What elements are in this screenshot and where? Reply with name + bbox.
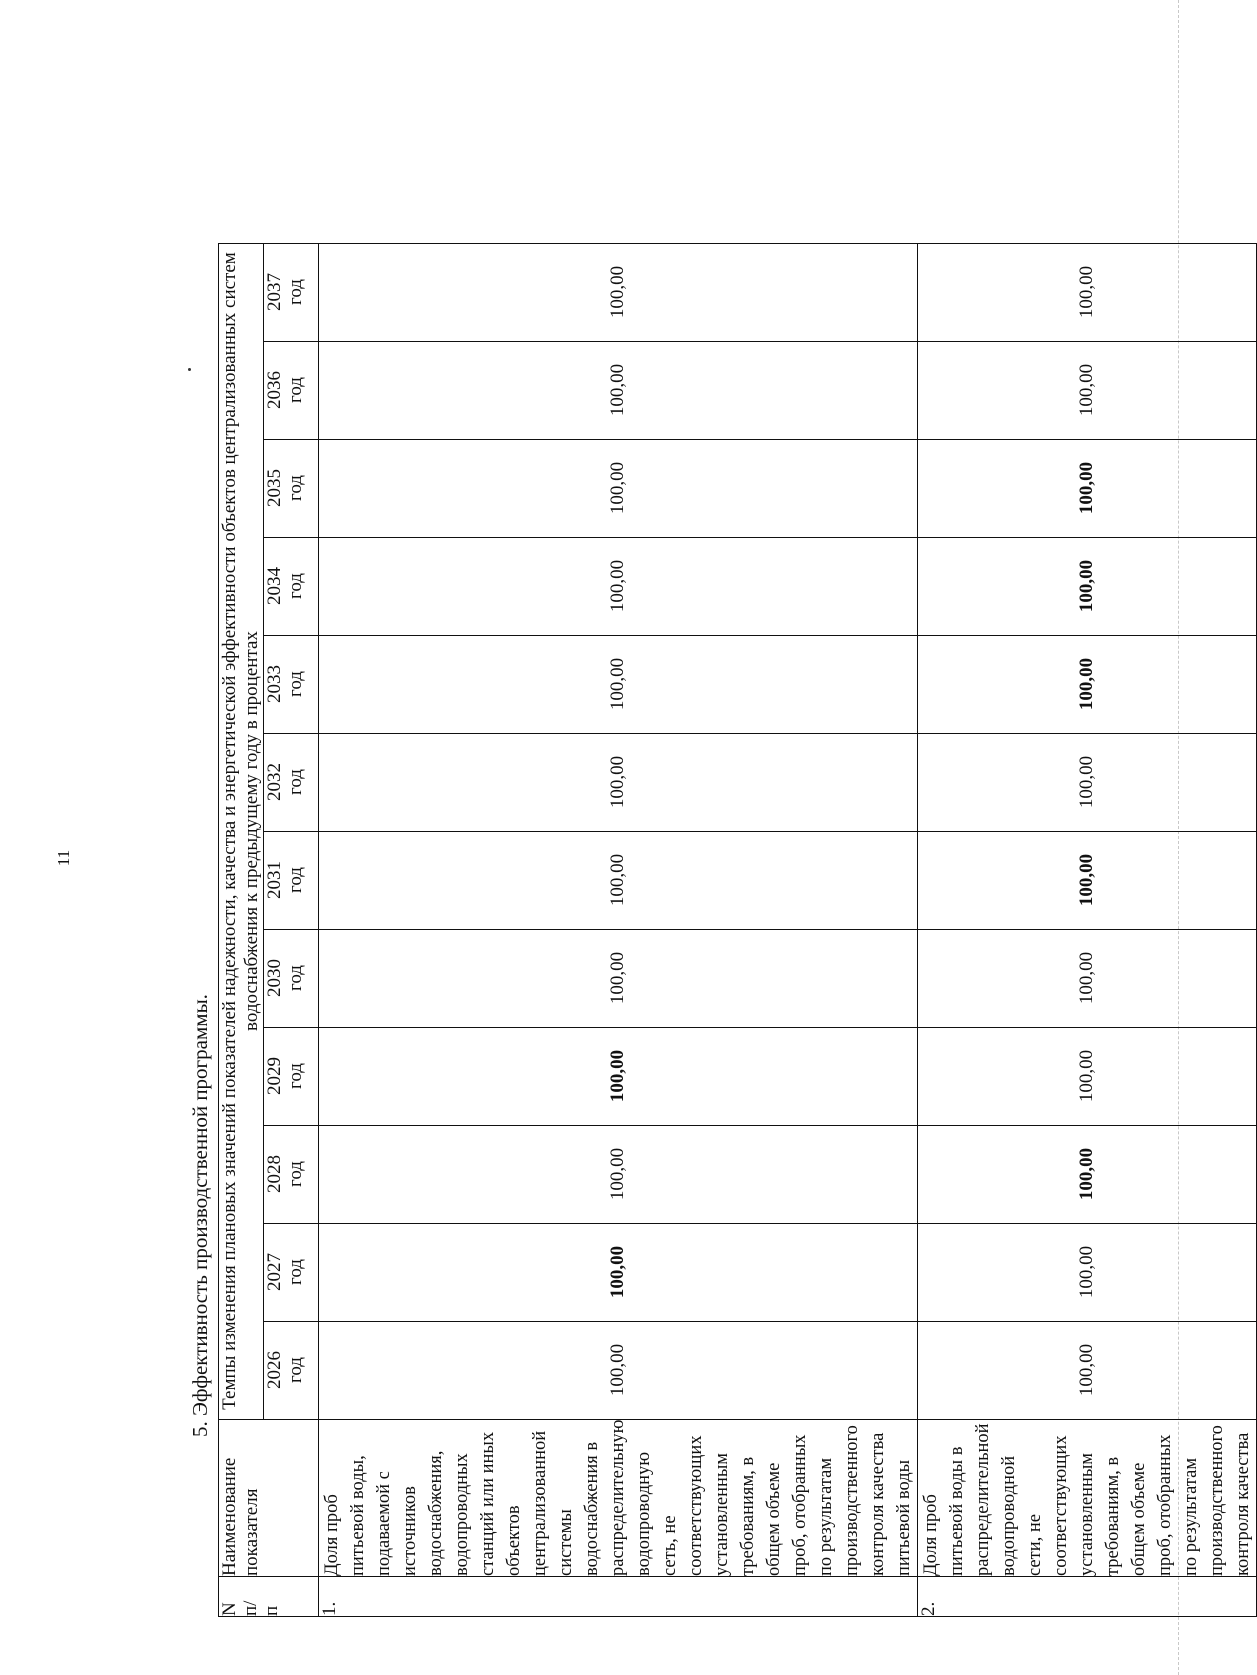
header-year-2029 bbox=[264, 1027, 319, 1125]
value-cell-2030: 100,00 bbox=[918, 929, 1257, 1027]
year-unit: год bbox=[285, 1259, 306, 1285]
header-year-2033 bbox=[264, 635, 319, 733]
table-row bbox=[319, 243, 918, 1616]
value-cell-2026: 100,00 bbox=[319, 1321, 918, 1419]
year-label: 2033 bbox=[264, 665, 285, 704]
row-number: 1. bbox=[319, 1577, 918, 1617]
header-year-2036 bbox=[264, 341, 319, 439]
value-cell-2032: 100,00 bbox=[918, 733, 1257, 831]
year-label: 2026 bbox=[264, 1351, 285, 1390]
value-cell-2032: 100,00 bbox=[319, 733, 918, 831]
header-year-2028 bbox=[264, 1125, 319, 1223]
header-year-2037 bbox=[264, 243, 319, 341]
page-number: 11 bbox=[54, 849, 74, 867]
header-number-line: п bbox=[261, 1605, 282, 1616]
row-number: 2. bbox=[918, 1577, 1257, 1617]
value-cell-2036: 100,00 bbox=[319, 341, 918, 439]
header-year-2034 bbox=[264, 537, 319, 635]
year-unit: год bbox=[285, 769, 306, 795]
header-year-2032 bbox=[264, 733, 319, 831]
value-cell-2030: 100,00 bbox=[319, 929, 918, 1027]
header-year-2030 bbox=[264, 929, 319, 1027]
year-label: 2036 bbox=[264, 371, 285, 410]
value-cell-2031: 100,00 bbox=[918, 831, 1257, 929]
header-indicator-name: Наименование показателя bbox=[219, 1419, 319, 1576]
value-cell-2029: 100,00 bbox=[918, 1027, 1257, 1125]
header-row-1 bbox=[219, 243, 264, 1616]
value-cell-2037: 100,00 bbox=[918, 243, 1257, 341]
header-year-2035 bbox=[264, 439, 319, 537]
year-label: 2032 bbox=[264, 763, 285, 802]
header-group-title: Темпы изменения плановых значений показателей надежности, качества и энергетической эффективности объектов централизованных систем водоснабжения к предыдущему году в процентах bbox=[219, 243, 264, 1419]
year-unit: год bbox=[285, 671, 306, 697]
year-label: 2031 bbox=[264, 861, 285, 900]
value-cell-2031: 100,00 bbox=[319, 831, 918, 929]
year-label: 2035 bbox=[264, 469, 285, 508]
value-cell-2036: 100,00 bbox=[918, 341, 1257, 439]
year-label: 2037 bbox=[264, 273, 285, 312]
value-cell-2033: 100,00 bbox=[918, 635, 1257, 733]
header-number-line: п/ bbox=[240, 1600, 261, 1616]
value-cell-2037: 100,00 bbox=[319, 243, 918, 341]
year-label: 2028 bbox=[264, 1155, 285, 1194]
value-cell-2029: 100,00 bbox=[319, 1027, 918, 1125]
year-label: 2029 bbox=[264, 1057, 285, 1096]
value-cell-2026: 100,00 bbox=[918, 1321, 1257, 1419]
value-cell-2035: 100,00 bbox=[319, 439, 918, 537]
year-unit: год bbox=[285, 573, 306, 599]
year-unit: год bbox=[285, 279, 306, 305]
year-label: 2030 bbox=[264, 959, 285, 998]
efficiency-table bbox=[218, 243, 1257, 1617]
year-label: 2027 bbox=[264, 1253, 285, 1292]
value-cell-2033: 100,00 bbox=[319, 635, 918, 733]
year-unit: год bbox=[285, 1063, 306, 1089]
header-number bbox=[219, 1577, 319, 1617]
year-unit: год bbox=[285, 475, 306, 501]
value-cell-2034: 100,00 bbox=[319, 537, 918, 635]
value-cell-2034: 100,00 bbox=[918, 537, 1257, 635]
year-unit: год bbox=[285, 1357, 306, 1383]
header-year-2027 bbox=[264, 1223, 319, 1321]
value-cell-2028: 100,00 bbox=[319, 1125, 918, 1223]
indicator-name: Доля проб питьевой воды в распределительной водопроводной сети, не соответствующих установленным требованиям, в общем объеме проб, отобранных по результатам производственного контроля качества bbox=[918, 1419, 1257, 1576]
table-body bbox=[319, 243, 1257, 1616]
value-cell-2027: 100,00 bbox=[319, 1223, 918, 1321]
year-unit: год bbox=[285, 965, 306, 991]
header-year-2026 bbox=[264, 1321, 319, 1419]
header-years-row bbox=[264, 243, 319, 1616]
header-number-line: N bbox=[219, 1602, 240, 1616]
header-year-2031 bbox=[264, 831, 319, 929]
table-row bbox=[918, 243, 1257, 1616]
indicator-name: Доля проб питьевой воды, подаваемой с источников водоснабжения, водопроводных станций или иных объектов централизованной системы водоснабжения в распределительную водопроводную сеть, не соответствующих установленным требованиям, в общем объеме проб, отобранных по результатам производственного контроля качества питьевой воды bbox=[319, 1419, 918, 1576]
section-title: 5. Эффективность производственной программы. bbox=[188, 994, 212, 1437]
year-unit: год bbox=[285, 1161, 306, 1187]
value-cell-2028: 100,00 bbox=[918, 1125, 1257, 1223]
rotated-page-content bbox=[178, 57, 1253, 1617]
year-unit: год bbox=[285, 377, 306, 403]
year-label: 2034 bbox=[264, 567, 285, 606]
value-cell-2035: 100,00 bbox=[918, 439, 1257, 537]
value-cell-2027: 100,00 bbox=[918, 1223, 1257, 1321]
year-unit: год bbox=[285, 867, 306, 893]
